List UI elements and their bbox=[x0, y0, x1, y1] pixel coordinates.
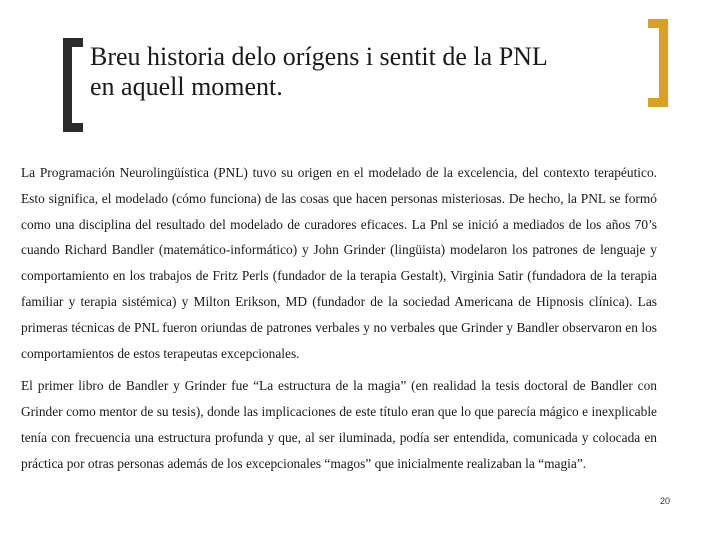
right-bracket-top bbox=[648, 19, 668, 28]
slide-title bbox=[90, 42, 640, 102]
slide-body bbox=[21, 160, 657, 477]
left-bracket-top bbox=[63, 38, 83, 47]
body-paragraph-1: La Programación Neurolingüística (PNL) tuvo su origen en el modelado de la excelencia, del contexto terapéutico. Esto significa, el modelado (cómo funciona) de las cosas que hacen personas misteriosas. De hecho, la PNL se formó como una disciplina del resultado del modelado de curadores eficaces. La Pnl se inició a mediados de los años 70’s cuando Richard Bandler (matemático-informático) y John Grinder (lingüista) modelaron los patrones de lenguaje y comportamiento en los trabajos de Fritz Perls (fundador de la terapia Gestalt), Virginia Satir (fundadora de la terapia familiar y terapia sistémica) y Milton Erikson, MD (fundador de la sociedad Americana de Hipnosis clínica). Las primeras técnicas de PNL fueron oriundas de patrones verbales y no verbales que Grinder y Bandler observaron en los comportamientos de estos terapeutas excepcionales. bbox=[21, 165, 657, 361]
left-bracket-vertical bbox=[63, 38, 72, 132]
right-bracket-bottom bbox=[648, 98, 668, 107]
right-bracket-decoration bbox=[648, 19, 668, 107]
body-paragraph-2: El primer libro de Bandler y Grinder fue “La estructura de la magia” (en realidad la tesis doctoral de Bandler con Grinder como mentor de su tesis), donde las implicaciones de este título eran que lo que parecía mágico e inexplicable tenía con frecuencia una estructura profunda y que, al ser iluminada, podía ser entendida, comunicada y colocada en práctica por otras personas además de los excepcionales “magos” que inicialmente realizaban la “magia”. bbox=[21, 378, 657, 471]
left-bracket-bottom bbox=[63, 123, 83, 132]
slide-title-line-1: Breu historia delo orígens i sentit de la PNL bbox=[90, 42, 548, 71]
slide-title-line-2: en aquell moment. bbox=[90, 72, 283, 101]
left-bracket-decoration bbox=[63, 38, 83, 132]
page-number: 20 bbox=[660, 496, 671, 506]
right-bracket-vertical bbox=[659, 19, 668, 107]
